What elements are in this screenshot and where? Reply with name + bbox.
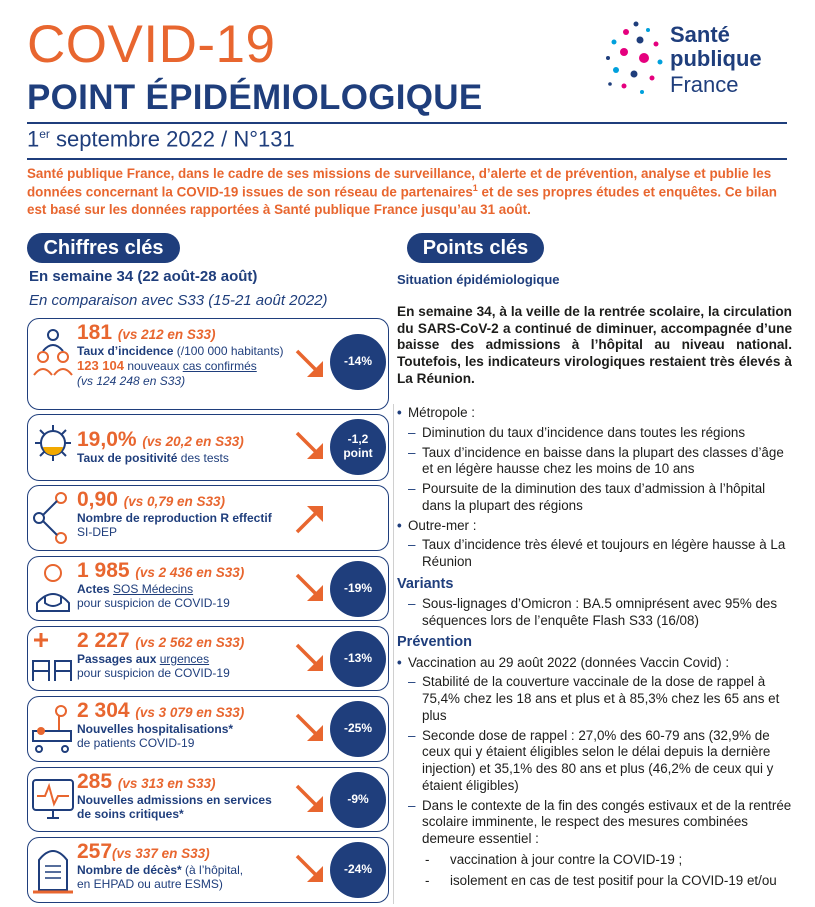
incidence-value: 181 (vs 212 en S33): [77, 321, 216, 344]
sante-publique-france-logo: [600, 18, 800, 108]
list-item: – Poursuite de la diminution des taux d’admission à l’hôpital dans la plupart des régions: [397, 481, 797, 515]
outremer-label: • Outre-mer :: [397, 518, 797, 535]
sos-change-badge: -19%: [330, 561, 386, 617]
deces-change-badge: -24%: [330, 842, 386, 898]
title-point-epidemiologique: POINT ÉPIDÉMIOLOGIQUE: [27, 78, 483, 117]
list-item: – Sous-lignages d’Omicron : BA.5 omniprésent avec 95% des séquences lors de l’enquête Flash S33 (16/08): [397, 596, 797, 630]
down-arrow-icon: [293, 782, 329, 818]
down-arrow-icon: [293, 571, 329, 607]
card-sos-medecins: [27, 556, 389, 621]
hospitalisations-change-badge: -25%: [330, 701, 386, 757]
r-value: 0,90 (vs 0,79 en S33): [77, 488, 226, 511]
cas-confirmes-compare: (vs 124 248 en S33): [77, 373, 186, 388]
waiting-room-icon: [31, 631, 75, 687]
tombstone-icon: [31, 842, 75, 898]
card-hospitalisations: [27, 696, 389, 762]
chiffres-cles-heading: Chiffres clés: [27, 233, 180, 263]
down-arrow-icon: [293, 429, 329, 465]
metropole-label: • Métropole :: [397, 405, 797, 422]
card-urgences: [27, 626, 389, 691]
summary-paragraph: En semaine 34, à la veille de la rentrée scolaire, la circulation du SARS-CoV-2 a continué de diminuer, accompagnée d’une baisse des admissions à l’hôpital au niveau national. Toutefois, les indicateurs virologiques restaient très élevés à La Réunion.: [397, 304, 792, 386]
deces-label: Nombre de décès* (à l’hôpital,: [77, 863, 244, 878]
hospitalisations-label: Nouvelles hospitalisations*: [77, 722, 234, 737]
logo-text-sante: Santé: [670, 22, 730, 47]
urgences-label: Passages aux urgences: [77, 652, 210, 667]
down-arrow-icon: [293, 347, 329, 383]
issue-date: 1er septembre 2022 / N°131: [27, 126, 295, 152]
title-covid: COVID-19: [27, 15, 276, 74]
header-divider-bottom: [27, 158, 787, 160]
soins-critiques-label-2: de soins critiques*: [77, 807, 184, 822]
key-points-body: [397, 402, 797, 889]
list-subitem: - vaccination à jour contre la COVID-19 ;: [397, 852, 797, 869]
list-item: – Taux d’incidence très élevé et toujours en légère hausse à La Réunion: [397, 537, 797, 571]
list-item: – Stabilité de la couverture vaccinale de la dose de rappel à 75,4% chez les 18 ans et plus et à 85,3% chez les 65 ans et plus: [397, 674, 797, 724]
urgences-change-badge: -13%: [330, 631, 386, 687]
heart-monitor-icon: [31, 772, 75, 828]
virus-icon: [31, 419, 75, 475]
positivite-change-badge: -1,2 point: [330, 419, 386, 475]
vaccination-label: • Vaccination au 29 août 2022 (données Vaccin Covid) :: [397, 655, 797, 672]
list-subitem: - isolement en cas de test positif pour la COVID-19 et/ou: [397, 873, 797, 890]
sos-label: Actes SOS Médecins: [77, 582, 194, 597]
doctor-icon: [31, 561, 75, 617]
card-taux-incidence: [27, 318, 389, 410]
header-divider-top: [27, 122, 787, 124]
week-label: En semaine 34 (22 août-28 août): [29, 268, 258, 285]
soins-critiques-label: Nouvelles admissions en services: [77, 793, 272, 808]
cas-confirmes-link[interactable]: cas confirmés: [182, 359, 257, 374]
right-column-rule: [393, 404, 394, 904]
prevention-heading: Prévention: [397, 634, 472, 651]
logo-text-france: France: [670, 72, 739, 97]
list-item: – Seconde dose de rappel : 27,0% des 60-79 ans (32,9% de ceux qui y étaient éligibles selon le délai depuis la dernière injection) et 35,1% des 80 ans et plus (46,2% de ceux qui y étaient éligibles): [397, 728, 797, 795]
urgences-link[interactable]: urgences: [159, 652, 210, 667]
sos-medecins-link[interactable]: SOS Médecins: [113, 582, 194, 597]
card-taux-positivite: [27, 414, 389, 481]
card-soins-critiques: [27, 767, 389, 832]
variants-heading: Variants: [397, 575, 454, 592]
deces-sub: en EHPAD ou autre ESMS): [77, 877, 223, 892]
comparison-label: En comparaison avec S33 (15-21 août 2022): [29, 292, 328, 309]
urgences-value: 2 227 (vs 2 562 en S33): [77, 629, 245, 652]
urgences-sub: pour suspicion de COVID-19: [77, 666, 230, 681]
list-item: – Diminution du taux d’incidence dans toutes les régions: [397, 425, 797, 442]
cas-confirmes-line: 123 104 nouveaux cas confirmés: [77, 358, 257, 374]
card-reproduction-r: [27, 485, 389, 551]
people-icon: [31, 325, 75, 381]
up-arrow-icon: [293, 500, 329, 536]
network-icon: [31, 490, 75, 546]
positivite-label: Taux de positivité des tests: [77, 451, 229, 466]
sos-sub: pour suspicion de COVID-19: [77, 596, 230, 611]
logo-dots-icon: [600, 18, 666, 108]
positivite-value: 19,0% (vs 20,2 en S33): [77, 428, 244, 451]
intro-paragraph: Santé publique France, dans le cadre de ses missions de surveillance, d’alerte et de prévention, analyse et publie les données concernant la COVID-19 issues de son réseau de partenaires$^1$ et de ses propres études et enquêtes. Ce bilan est basé sur les données rapportées à Santé publique France jusqu’au 31 août.: [27, 166, 777, 217]
incidence-change-badge: -14%: [330, 334, 386, 390]
hospitalisations-value: 2 304 (vs 3 079 en S33): [77, 699, 245, 722]
list-item: – Dans le contexte de la fin des congés estivaux et de la rentrée scolaire imminente, le respect des mesures combinées demeure essentiel :: [397, 798, 797, 848]
deces-value: 257(vs 337 en S33): [77, 840, 210, 863]
r-label: Nombre de reproduction R effectif: [77, 511, 272, 526]
sos-value: 1 985 (vs 2 436 en S33): [77, 559, 245, 582]
soins-critiques-value: 285 (vs 313 en S33): [77, 770, 216, 793]
incidence-label: Taux d’incidence (/100 000 habitants): [77, 344, 284, 359]
hospital-bed-icon: [31, 701, 75, 757]
logo-text-publique: publique: [670, 46, 762, 71]
soins-critiques-change-badge: -9%: [330, 772, 386, 828]
list-item: – Taux d’incidence en baisse dans la plupart des classes d’âge et en légère hausse chez les moins de 10 ans: [397, 445, 797, 479]
down-arrow-icon: [293, 641, 329, 677]
situation-subheading: Situation épidémiologique: [397, 272, 560, 287]
hospitalisations-sub: de patients COVID-19: [77, 736, 195, 751]
down-arrow-icon: [293, 711, 329, 747]
down-arrow-icon: [293, 852, 329, 888]
r-source: SI-DEP: [77, 525, 118, 540]
points-cles-heading: Points clés: [407, 233, 544, 263]
card-deces: [27, 837, 389, 903]
